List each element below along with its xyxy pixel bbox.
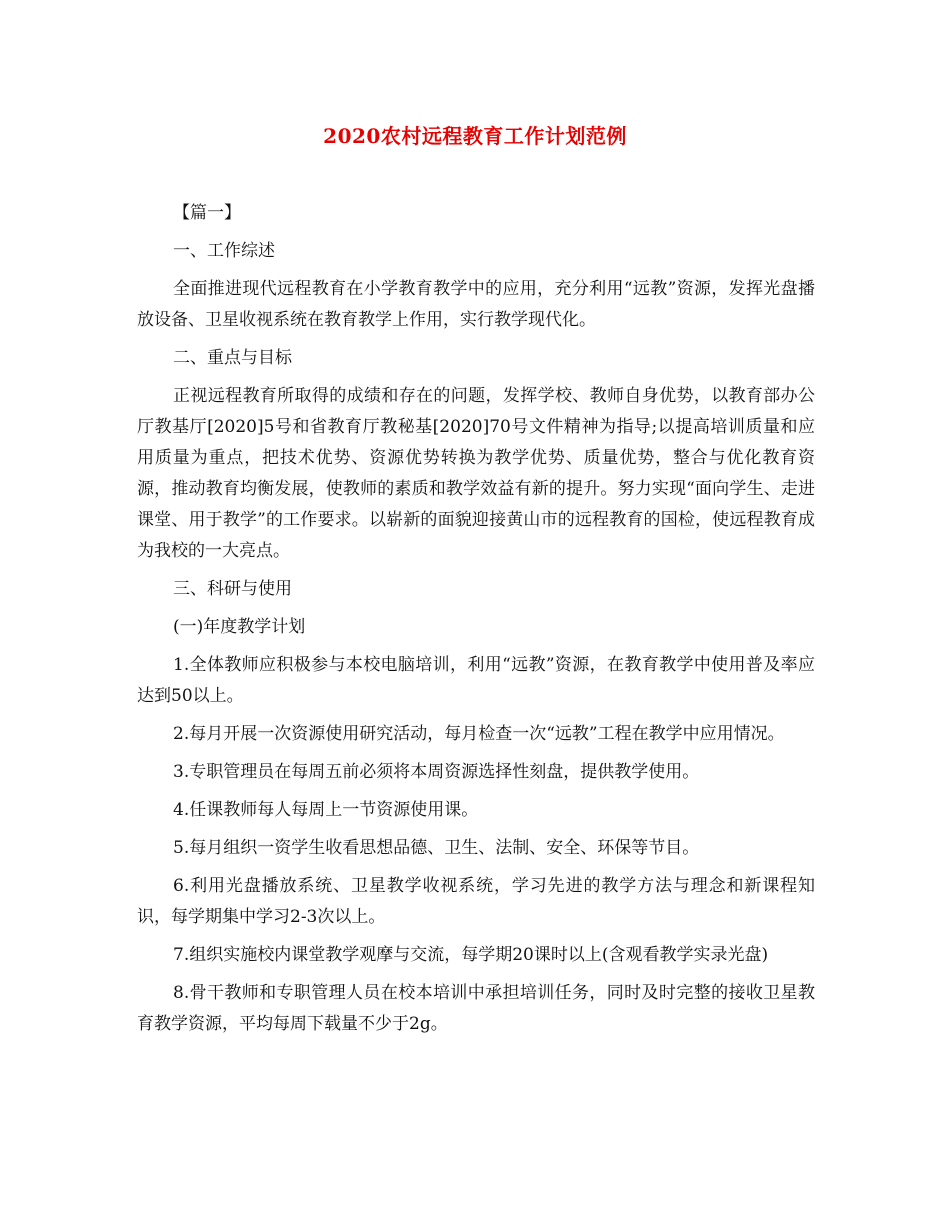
document-body: [137, 198, 815, 1047]
list-item-6: 6.利用光盘播放系统、卫星教学收视系统，学习先进的教学方法与理念和新课程知识，每学期集中学习2-3次以上。: [137, 876, 815, 927]
list-item-4: 4.任课教师每人每周上一节资源使用课。: [173, 800, 479, 820]
list-item-8: 8.骨干教师和专职管理人员在校本培训中承担培训任务，同时及时完整的接收卫星教育教学资源，平均每周下载量不少于2g。: [137, 983, 815, 1034]
section-heading-overview: 一、工作综述: [173, 241, 275, 261]
paragraph-goals: 正视远程教育所取得的成绩和存在的问题，发挥学校、教师自身优势，以教育部办公厅教基厅[2020]5号和省教育厅教秘基[2020]70号文件精神为指导;以提高培训质量和应用质量为重点，把技术优势、资源优势转换为教学优势、质量优势，整合与优化教育资源，推动教育均衡发展，使教师的素质和教学效益有新的提升。努力实现“面向学生、走进课堂、用于教学”的工作要求。以崭新的面貌迎接黄山市的远程教育的国检，使远程教育成为我校的一大亮点。: [137, 386, 815, 561]
list-item-7: 7.组织实施校内课堂教学观摩与交流，每学期20课时以上(含观看教学实录光盘): [173, 945, 769, 965]
list-item-5: 5.每月组织一资学生收看思想品德、卫生、法制、安全、环保等节目。: [173, 838, 700, 858]
list-item-3: 3.专职管理员在每周五前必须将本周资源选择性刻盘，提供教学使用。: [173, 762, 700, 782]
list-item-1: 1.全体教师应积极参与本校电脑培训，利用“远教”资源，在教育教学中使用普及率应达到50以上。: [137, 655, 815, 706]
section-heading-research: 三、科研与使用: [173, 579, 292, 599]
section-heading-part-one: 【篇一】: [173, 203, 241, 223]
paragraph-overview: 全面推进现代远程教育在小学教育教学中的应用，充分利用“远教”资源，发挥光盘播放设备、卫星收视系统在教育教学上作用，实行教学现代化。: [137, 279, 815, 330]
section-heading-goals: 二、重点与目标: [173, 348, 292, 368]
document-title: 2020农村远程教育工作计划范例: [323, 124, 627, 148]
subsection-heading-annual-plan: (一)年度教学计划: [173, 617, 306, 637]
list-item-2: 2.每月开展一次资源使用研究活动，每月检查一次“远教”工程在教学中应用情况。: [173, 724, 785, 744]
